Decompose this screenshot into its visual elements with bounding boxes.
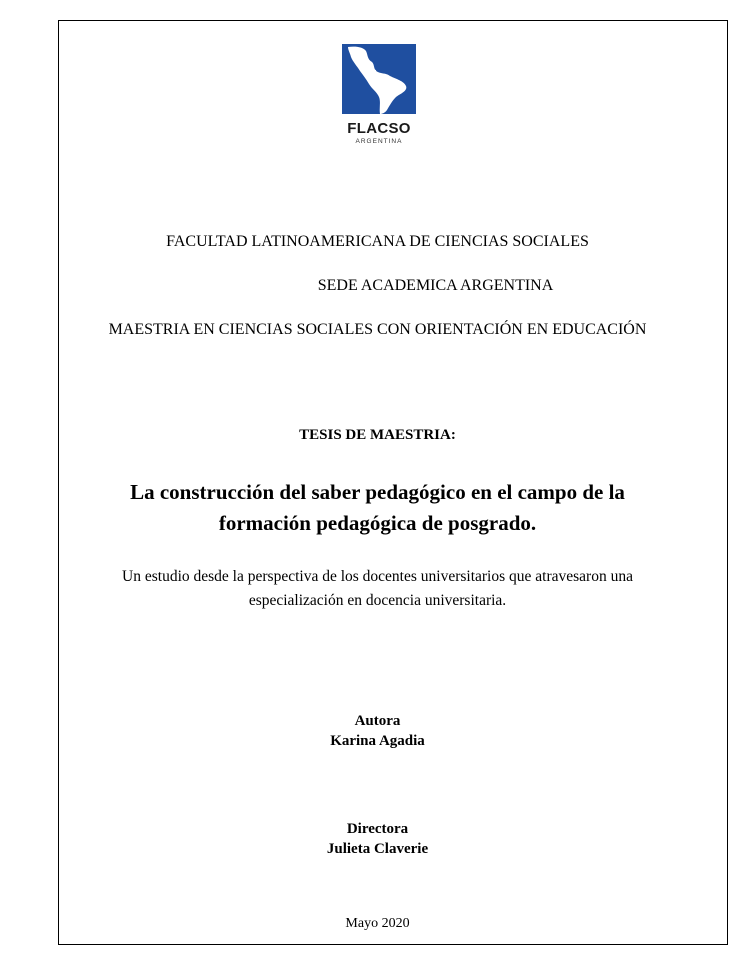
flacso-logo-icon	[342, 44, 416, 114]
thesis-label: TESIS DE MAESTRIA:	[299, 427, 456, 443]
logo-subtitle: ARGENTINA	[355, 138, 403, 145]
faculty-name: FACULTAD LATINOAMERICANA DE CIENCIAS SOCIALES	[166, 233, 589, 250]
author-label: Autora	[354, 713, 401, 729]
author-name: Karina Agadia	[330, 733, 425, 749]
thesis-title-line-1: La construcción del saber pedagógico en el campo de la	[130, 480, 625, 504]
logo-wordmark	[322, 120, 436, 146]
thesis-title-line-2: formación pedagógica de posgrado.	[218, 511, 537, 535]
thesis-subtitle-line-1: Un estudio desde la perspectiva de los docentes universitarios que atravesaron una	[122, 568, 633, 585]
program-name: MAESTRIA EN CIENCIAS SOCIALES CON ORIENTACIÓN EN EDUCACIÓN	[108, 321, 647, 338]
logo-name: FLACSO	[347, 120, 411, 137]
sede-name: SEDE ACADEMICA ARGENTINA	[317, 277, 554, 294]
director-name: Julieta Claverie	[326, 841, 429, 857]
publication-date: Mayo 2020	[345, 916, 410, 931]
director-label: Directora	[346, 821, 409, 837]
thesis-subtitle-line-2: especialización en docencia universitaria.	[248, 592, 507, 609]
